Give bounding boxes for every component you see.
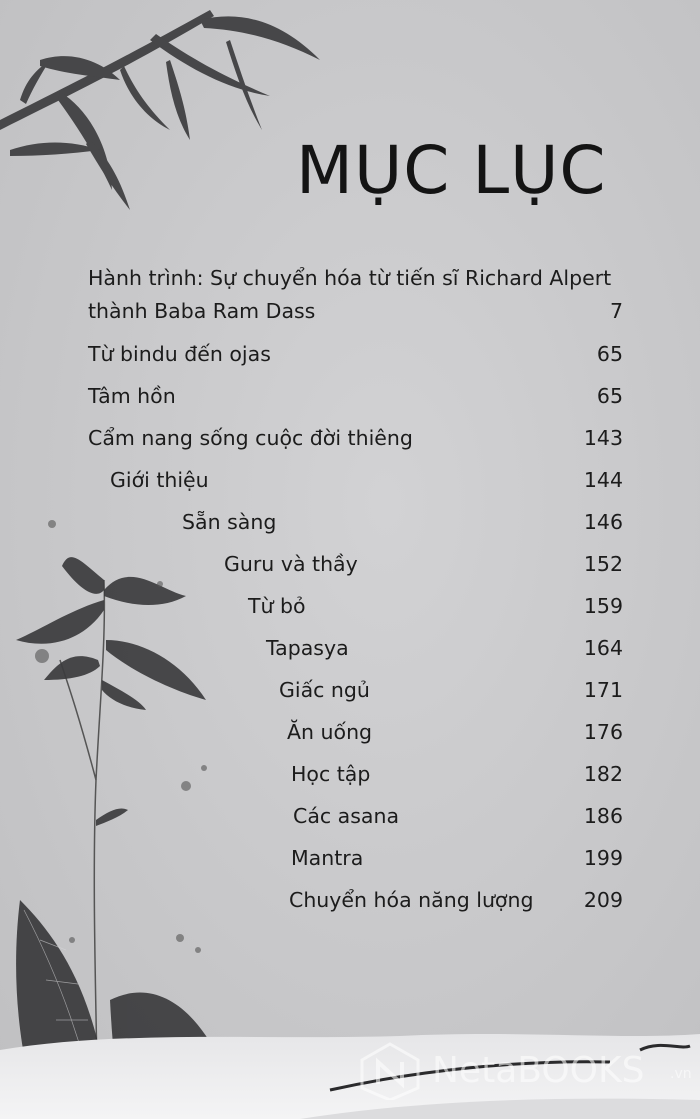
toc-entry-title: Chuyển hóa năng lượng xyxy=(289,888,534,912)
toc-page-number: 143 xyxy=(583,426,623,450)
toc-entry-title: Giới thiệu xyxy=(110,468,209,492)
toc-page-number: 182 xyxy=(583,762,623,786)
toc-page-number: 199 xyxy=(583,846,623,870)
toc-page-number: 146 xyxy=(583,510,623,534)
toc-page-number: 7 xyxy=(609,299,623,323)
toc-page-number: 209 xyxy=(583,888,623,912)
toc-entry-title: Tâm hồn xyxy=(88,384,176,408)
toc-page-number: 186 xyxy=(583,804,623,828)
toc-page-number: 65 xyxy=(596,342,623,366)
toc-entry-title: Giấc ngủ xyxy=(279,678,370,702)
toc-entry-title: Mantra xyxy=(291,846,364,870)
watermark-brand: NetaBOOKS xyxy=(432,1050,645,1091)
toc-page-number: 164 xyxy=(583,636,623,660)
toc-entry-title: Guru và thầy xyxy=(224,552,358,576)
toc-entry-title: Cẩm nang sống cuộc đời thiêng xyxy=(88,426,413,450)
toc-entry-title: Ăn uống xyxy=(287,720,373,744)
toc-page-number: 65 xyxy=(596,384,623,408)
toc-entry-title: thành Baba Ram Dass xyxy=(88,299,316,323)
watermark-suffix: .vn xyxy=(670,1066,692,1082)
toc-entry-title: Các asana xyxy=(293,804,400,828)
toc-page-number: 176 xyxy=(583,720,623,744)
toc-entry-title: Từ bỏ xyxy=(248,594,306,618)
toc-entry-title: Hành trình: Sự chuyển hóa từ tiến sĩ Richard Alpert xyxy=(88,266,612,290)
toc-entry-title: Sẵn sàng xyxy=(182,510,277,534)
toc-page-number: 159 xyxy=(583,594,623,618)
toc-entry-title: Từ bindu đến ojas xyxy=(88,342,271,366)
toc-page-number: 171 xyxy=(583,678,623,702)
toc-page-number: 152 xyxy=(583,552,623,576)
toc-entry-title: Học tập xyxy=(291,762,371,786)
toc-page-number: 144 xyxy=(583,468,623,492)
page-title: MỤC LỤC xyxy=(296,132,607,209)
toc-entry-title: Tapasya xyxy=(266,636,349,660)
